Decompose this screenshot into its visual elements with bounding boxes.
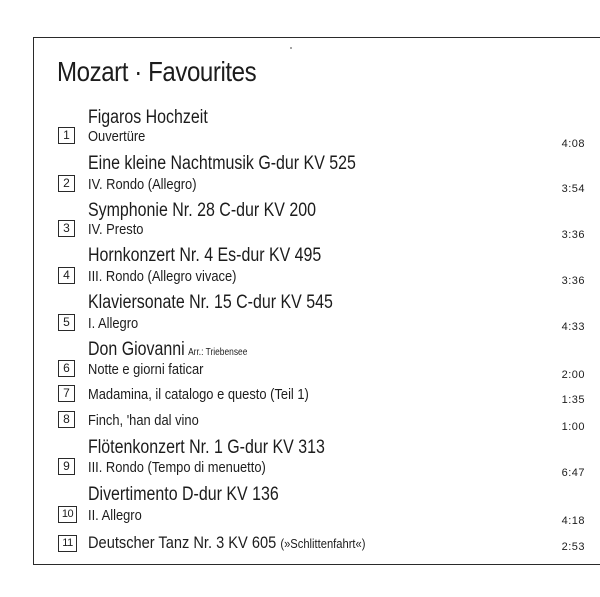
track-5-work: Klaviersonate Nr. 15 C-dur KV 545 [88, 292, 333, 313]
track-11-duration: 2:53 [561, 541, 585, 553]
track-3-number: 3 [58, 220, 75, 237]
track-10-number: 10 [58, 506, 77, 523]
track-4-number: 4 [58, 267, 75, 284]
track-7-duration: 1:35 [561, 394, 585, 406]
track-1-work: Figaros Hochzeit [88, 107, 208, 128]
track-2-movement: IV. Rondo (Allegro) [88, 176, 197, 193]
track-6-work [88, 339, 247, 361]
track-3-duration: 3:36 [561, 229, 585, 241]
track-6-arrangement: Arr.: Triebensee [188, 347, 248, 358]
track-4-movement: III. Rondo (Allegro vivace) [88, 268, 237, 285]
track-5-movement: I. Allegro [88, 315, 139, 332]
track-9-work: Flötenkonzert Nr. 1 G-dur KV 313 [88, 437, 325, 458]
track-6-movement: Notte e giorni faticar [88, 361, 204, 378]
album-title: Mozart · Favourites [57, 56, 257, 87]
track-1-duration: 4:08 [561, 138, 585, 150]
track-11-line [88, 533, 365, 553]
track-10-movement: II. Allegro [88, 507, 142, 524]
track-8-movement: Finch, 'han dal vino [88, 412, 199, 429]
track-11-number: 11 [58, 535, 77, 552]
track-8-duration: 1:00 [561, 421, 585, 433]
track-3-work: Symphonie Nr. 28 C-dur KV 200 [88, 200, 316, 221]
track-6-duration: 2:00 [561, 369, 585, 381]
track-2-duration: 3:54 [561, 183, 585, 195]
track-4-work: Hornkonzert Nr. 4 Es-dur KV 495 [88, 245, 322, 266]
track-1-movement: Ouvertüre [88, 128, 146, 145]
track-2-number: 2 [58, 175, 75, 192]
track-7-number: 7 [58, 385, 75, 402]
track-7-movement: Madamina, il catalogo e questo (Teil 1) [88, 386, 309, 403]
track-10-duration: 4:18 [561, 515, 585, 527]
track-9-duration: 6:47 [561, 467, 585, 479]
track-6-work-title: Don Giovanni [88, 339, 185, 360]
track-8-number: 8 [58, 411, 75, 428]
track-10-work: Divertimento D-dur KV 136 [88, 484, 279, 505]
track-5-duration: 4:33 [561, 321, 585, 333]
track-4-duration: 3:36 [561, 275, 585, 287]
track-2-work: Eine kleine Nachtmusik G-dur KV 525 [88, 153, 356, 174]
track-11-movement: Deutscher Tanz Nr. 3 KV 605 [88, 533, 277, 552]
track-6-number: 6 [58, 360, 75, 377]
track-5-number: 5 [58, 314, 75, 331]
track-9-movement: III. Rondo (Tempo di menuetto) [88, 459, 266, 476]
track-1-number: 1 [58, 127, 75, 144]
track-3-movement: IV. Presto [88, 221, 144, 238]
track-11-subtitle: (»Schlittenfahrt«) [280, 536, 366, 551]
track-9-number: 9 [58, 458, 75, 475]
